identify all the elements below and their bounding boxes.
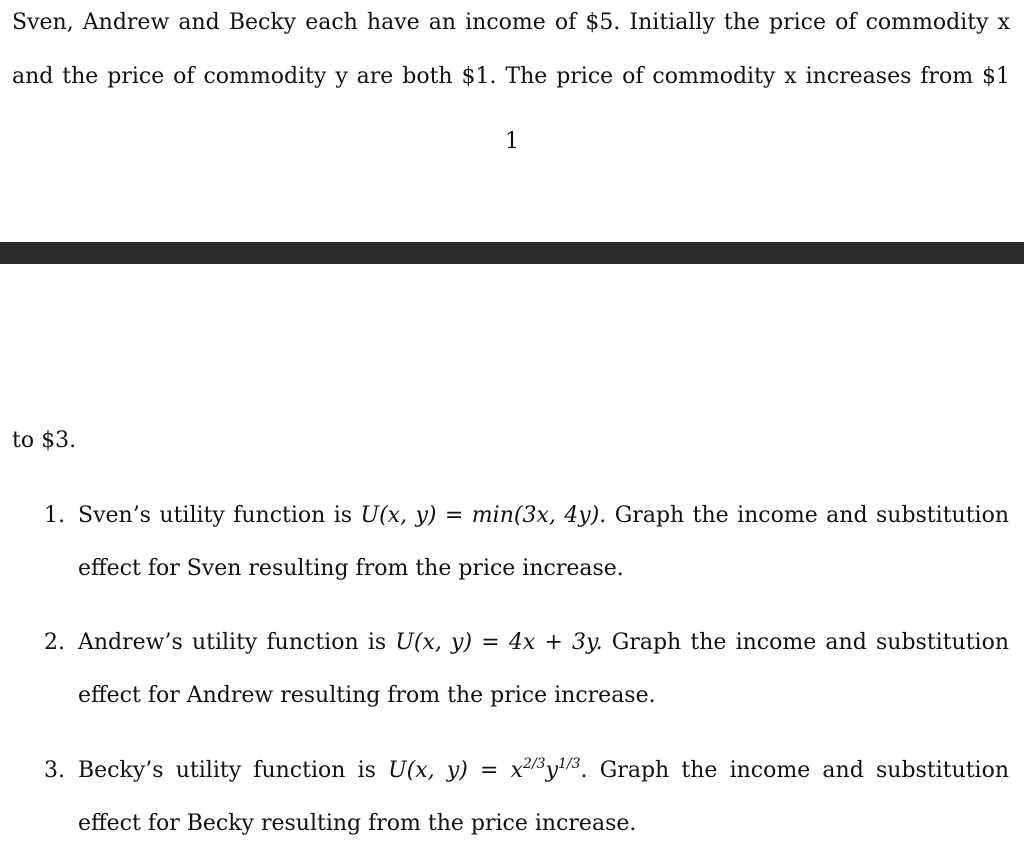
- question-2-prefix: Andrew’s utility function is: [78, 630, 387, 655]
- question-3-line-2: effect for Becky resulting from the price increase.: [78, 811, 637, 836]
- question-2-suffix: Graph the income and substitution: [611, 630, 1009, 655]
- question-1-line-2: effect for Sven resulting from the price increase.: [78, 556, 624, 581]
- intro-line-3: to $3.: [12, 428, 77, 453]
- question-1-formula: U(x, y) = min(3x, 4y).: [360, 503, 607, 528]
- page-divider: [0, 242, 1024, 264]
- question-1-prefix: Sven’s utility function is: [78, 503, 353, 528]
- question-3-number: 3.: [44, 758, 65, 783]
- intro-line-2: and the price of commodity y are both $1. The price of commodity x increases from $1: [12, 64, 1010, 89]
- question-1-number: 1.: [44, 503, 65, 528]
- question-3-suffix: Graph the income and substitution: [599, 758, 1009, 783]
- question-3-formula-end: .: [580, 758, 588, 783]
- question-3-exponent-y: 1/3: [558, 756, 581, 772]
- question-3-exponent-x: 2/3: [523, 756, 546, 772]
- question-1-suffix: Graph the income and substitution: [614, 503, 1009, 528]
- question-1-line-1: [78, 502, 1009, 530]
- question-3-prefix: Becky’s utility function is: [78, 758, 376, 783]
- intro-line-1: Sven, Andrew and Becky each have an income of $5. Initially the price of commodity x: [12, 10, 1010, 35]
- question-3-formula-mid: y: [545, 758, 559, 783]
- question-3-formula-base: U(x, y) = x: [388, 758, 524, 783]
- question-2-number: 2.: [44, 630, 65, 655]
- question-3-line-1: [78, 757, 1009, 785]
- question-2-line-2: effect for Andrew resulting from the price increase.: [78, 683, 656, 708]
- page-number: 1: [505, 129, 519, 154]
- question-2-formula: U(x, y) = 4x + 3y.: [395, 630, 603, 655]
- question-3-formula: [388, 758, 587, 783]
- question-2-line-1: [78, 629, 1009, 657]
